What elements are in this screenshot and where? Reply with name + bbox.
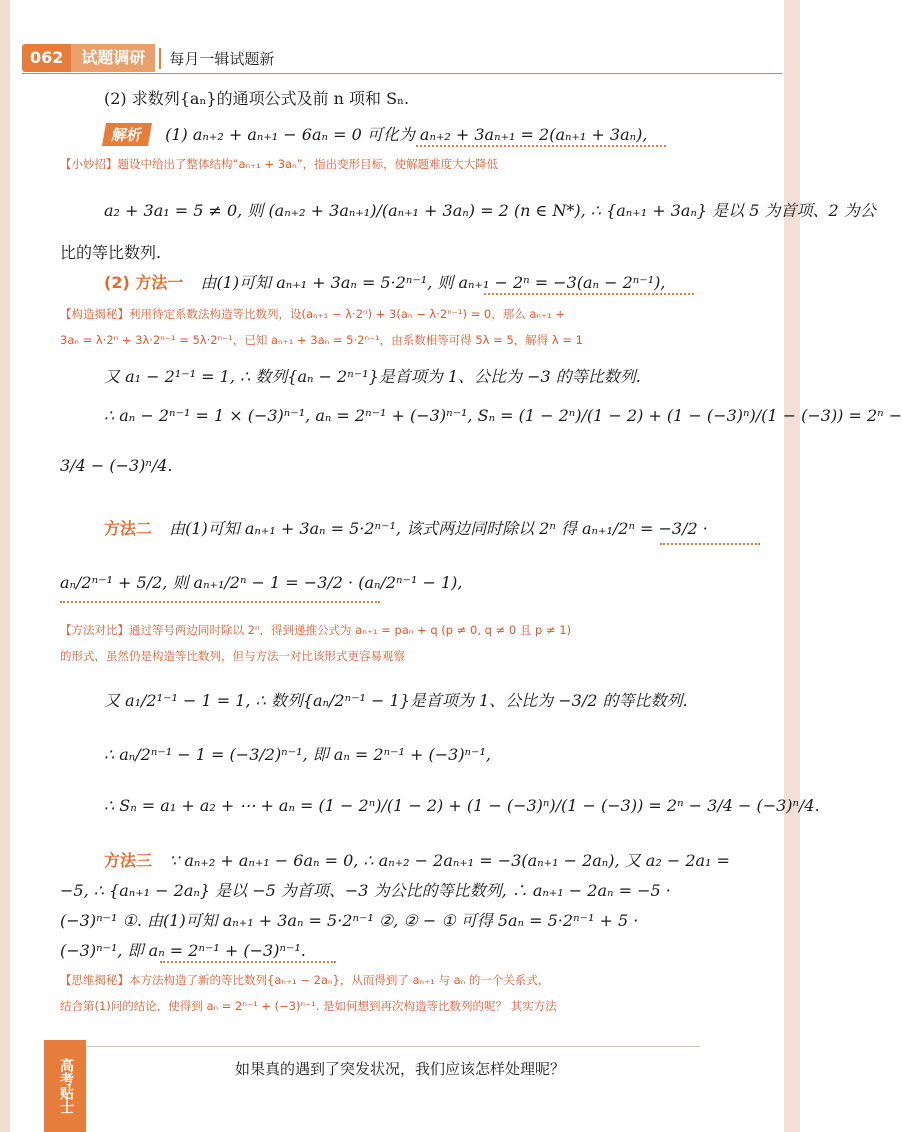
solution-line-3: 比的等比数列. [60,243,162,262]
solution-line-8: 又 a₁/2¹⁻¹ − 1 = 1, ∴ 数列{aₙ/2ⁿ⁻¹ − 1}是首项为 1、公比为 −3/2 的等比数列. [104,691,688,710]
method-1-text: 由(1)可知 aₙ₊₁ + 3aₙ = 5·2ⁿ⁻¹, 则 aₙ₊₁ − 2ⁿ = −3(aₙ − 2ⁿ⁻¹), [200,273,666,292]
underline-2 [484,290,694,295]
thinking-note-a: 【思维揭秘】本方法构造了新的等比数列{aₙ₊₁ − 2aₙ}，从而得到了 aₙ₊₁ 与 aₙ 的一个关系式， [60,973,550,987]
underline-3 [660,540,760,545]
solution-line-7: aₙ/2ⁿ⁻¹ + 5/2, 则 aₙ₊₁/2ⁿ − 1 = −3/2 · (aₙ/2ⁿ⁻¹ − 1), [60,573,463,592]
footer-badge: 高考贴士 [44,1040,86,1132]
section-title: 试题调研 [71,44,155,72]
solution-line-2: a₂ + 3a₁ = 5 ≠ 0, 则 (aₙ₊₂ + 3aₙ₊₁)/(aₙ₊₁ + 3aₙ) = 2 (n ∈ N*), ∴ {aₙ₊₁ + 3aₙ} 是以 5 为首项、2 为公 [104,201,876,220]
left-page-edge [0,0,10,1132]
page-header [22,44,274,72]
footer-rule [50,1046,700,1047]
solution-line-5: ∴ aₙ − 2ⁿ⁻¹ = 1 × (−3)ⁿ⁻¹, aₙ = 2ⁿ⁻¹ + (−3)ⁿ⁻¹, Sₙ = (1 − 2ⁿ)/(1 − 2) + (1 − (−3)ⁿ)/(1 − (−3)) = 2ⁿ − [104,406,902,425]
method-2-text: 由(1)可知 aₙ₊₁ + 3aₙ = 5·2ⁿ⁻¹, 该式两边同时除以 2ⁿ 得 aₙ₊₁/2ⁿ = −3/2 · [169,519,708,538]
compare-note-a: 【方法对比】通过等号两边同时除以 2ⁿ，得到递推公式为 aₙ₊₁ = paₙ + q (p ≠ 0, q ≠ 0 且 p ≠ 1) [60,623,572,637]
method-1-label: (2) 方法一 [104,273,184,292]
method-3-text: ∵ aₙ₊₂ + aₙ₊₁ − 6aₙ = 0, ∴ aₙ₊₂ − 2aₙ₊₁ = −3(aₙ₊₁ − 2aₙ), 又 a₂ − 2a₁ = [169,851,730,870]
method-2-line [104,516,708,539]
solution-line-4: 又 a₁ − 2¹⁻¹ = 1, ∴ 数列{aₙ − 2ⁿ⁻¹}是首项为 1、公比为 −3 的等比数列. [104,367,641,386]
underline-5 [160,958,336,963]
underline-4 [60,598,380,603]
solution-line-13: (−3)ⁿ⁻¹, 即 aₙ = 2ⁿ⁻¹ + (−3)ⁿ⁻¹. [60,941,306,960]
method-3-line [104,848,730,871]
construct-note-a: 【构造揭秘】利用待定系数法构造等比数列，设(aₙ₊₁ − λ·2ⁿ) + 3(aₙ − λ·2ⁿ⁻¹) = 0，那么 aₙ₊₁ + [60,307,565,321]
question-2: (2) 求数列{aₙ}的通项公式及前 n 项和 Sₙ. [104,89,410,108]
thinking-note-b: 结合第(1)问的结论，使得到 aₙ = 2ⁿ⁻¹ + (−3)ⁿ⁻¹. 是如何想到再次构造等比数列的呢？ 其实方法 [60,999,557,1013]
method-2-label: 方法二 [104,519,153,538]
construct-note-b: 3aₙ = λ·2ⁿ + 3λ·2ⁿ⁻¹ = 5λ·2ⁿ⁻¹，已知 aₙ₊₁ + 3aₙ = 5·2ⁿ⁻¹，由系数相等可得 5λ = 5，解得 λ = 1 [60,333,583,347]
series-title: 每月一辑试题新 [159,48,274,69]
header-rule [22,73,782,74]
tip-note: 【小妙招】题设中给出了整体结构“aₙ₊₁ + 3aₙ”，指出变形目标，使解题难度大大降低 [60,157,499,171]
right-page-edge [784,0,800,1132]
footer-tip: 如果真的遇到了突发状况，我们应该怎样处理呢？ [234,1060,565,1078]
underline-1 [416,142,666,147]
jiexi-tag: 解析 [102,123,152,146]
solution-line-10: ∴ Sₙ = a₁ + a₂ + ⋯ + aₙ = (1 − 2ⁿ)/(1 − 2) + (1 − (−3)ⁿ)/(1 − (−3)) = 2ⁿ − 3/4 − (−3)ⁿ/4. [104,796,820,815]
compare-note-b: 的形式，虽然仍是构造等比数列，但与方法一对比该形式更容易观察 [60,649,405,663]
solution-line-12: (−3)ⁿ⁻¹ ①. 由(1)可知 aₙ₊₁ + 3aₙ = 5·2ⁿ⁻¹ ②, ② − ① 可得 5aₙ = 5·2ⁿ⁻¹ + 5 · [60,911,639,930]
solution-text-1: (1) aₙ₊₂ + aₙ₊₁ − 6aₙ = 0 可化为 aₙ₊₂ + 3aₙ₊₁ = 2(aₙ₊₁ + 3aₙ), [165,125,648,144]
solution-line-9: ∴ aₙ/2ⁿ⁻¹ − 1 = (−3/2)ⁿ⁻¹, 即 aₙ = 2ⁿ⁻¹ + (−3)ⁿ⁻¹, [104,745,491,764]
page-number: 062 [22,44,71,72]
method-3-label: 方法三 [104,851,153,870]
solution-line-11: −5, ∴ {aₙ₊₁ − 2aₙ} 是以 −5 为首项、−3 为公比的等比数列, ∴ aₙ₊₁ − 2aₙ = −5 · [60,881,671,900]
solution-line-6: 3/4 − (−3)ⁿ/4. [60,456,173,475]
